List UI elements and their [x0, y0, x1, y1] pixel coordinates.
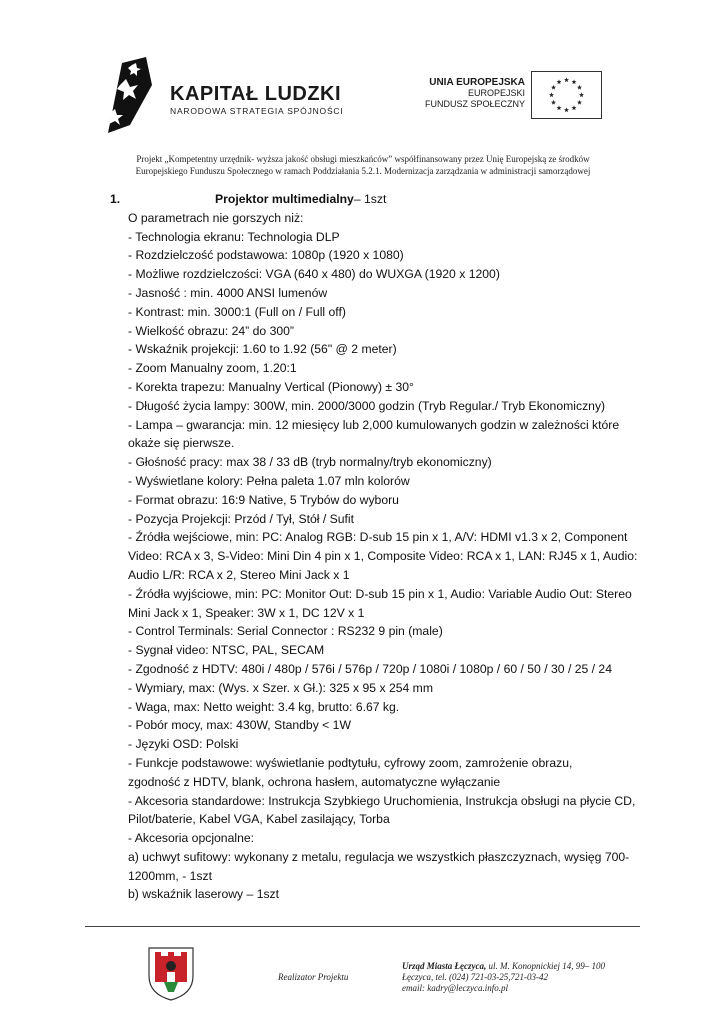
- spec-line: - Waga, max: Netto weight: 3.4 kg, brutto: 6.67 kg.: [128, 699, 400, 714]
- city-crest-icon: [146, 942, 196, 1002]
- page-header: [0, 0, 725, 150]
- office-email: email: kadry@leczyca.info.pl: [402, 983, 508, 993]
- office-phone: tel. (024) 721-03-25,721-03-42: [433, 972, 548, 982]
- ue-label: [420, 77, 525, 110]
- eu-star-icon: [577, 85, 582, 90]
- spec-line: - Sygnał video: NTSC, PAL, SECAM: [128, 643, 325, 658]
- project-note-line-1: Projekt „Kompetentny urzędnik- wyższa jakość obsługi mieszkańców” współfinansowany przez Unię Europejską ze środków: [136, 154, 590, 164]
- spec-line: - Akcesoria opcjonalne:: [128, 831, 255, 846]
- spec-line: - Kontrast: min. 3000:1 (Full on / Full off): [128, 304, 346, 319]
- eu-star-icon: [557, 79, 562, 84]
- footer-divider: [85, 926, 640, 927]
- eu-star-icon: [572, 105, 577, 110]
- project-note: [108, 153, 618, 177]
- spec-line: - Control Terminals: Serial Connector : RS232 9 pin (male): [128, 624, 443, 639]
- spec-line: - Korekta trapezu: Manualny Vertical (Pionowy) ± 30°: [128, 379, 414, 394]
- spec-line: - Możliwe rozdzielczości: VGA (640 x 480) do WUXGA (1920 x 1200): [128, 267, 500, 282]
- eu-star-icon: [579, 92, 584, 97]
- spec-line: 1200mm, - 1szt: [128, 868, 212, 883]
- section-quantity: – 1szt: [353, 192, 387, 206]
- eu-star-icon: [564, 77, 569, 82]
- kapital-ludzki-logo: [100, 55, 160, 135]
- footer-address: [402, 961, 605, 994]
- spec-line: - Akcesoria standardowe: Instrukcja Szybkiego Uruchomienia, Instrukcja obsługi na płycie CD,: [128, 793, 636, 808]
- address-line-2: [402, 972, 605, 983]
- section-heading: [110, 190, 650, 209]
- spec-line: - Zoom Manualny zoom, 1.20:1: [128, 361, 297, 376]
- office-street: ul. M. Konopnickiej 14, 99– 100: [486, 961, 605, 971]
- spec-line: - Głośność pracy: max 38 / 33 dB (tryb normalny/tryb ekonomiczny): [128, 455, 492, 470]
- specification-list: [110, 209, 650, 904]
- spec-line: - Długość życia lampy: 300W, min. 2000/3000 godzin (Tryb Regular./ Tryb Ekonomiczny): [128, 398, 606, 413]
- spec-line: - Rozdzielczość podstawowa: 1080p (1920 x 1080): [128, 248, 404, 263]
- eu-star-icon: [557, 105, 562, 110]
- office-city: Łęczyca,: [402, 972, 434, 982]
- section-number: 1.: [110, 192, 121, 206]
- eu-star-icon: [549, 92, 554, 97]
- ue-line-1: UNIA EUROPEJSKA: [429, 77, 525, 88]
- spec-line: - Wymiary, max: (Wys. x Szer. x Gł.): 325 x 95 x 254 mm: [128, 680, 433, 695]
- spec-line: - Źródła wyjściowe, min: PC: Monitor Out: D-sub 15 pin x 1, Audio: Variable Audio Out: Stereo: [128, 586, 632, 601]
- spec-line: Audio L/R: RCA x 2, Stereo Mini Jack x 1: [128, 567, 350, 582]
- ue-line-3: FUNDUSZ SPOŁECZNY: [424, 99, 525, 109]
- spec-line: - Pozycja Projekcji: Przód / Tył, Stół / Sufit: [128, 511, 354, 526]
- spec-line: - Lampa – gwarancja: min. 12 miesięcy lub 2,000 kumulowanych godzin w zależności które: [128, 417, 620, 432]
- spec-line: - Jasność : min. 4000 ANSI lumenów: [128, 285, 328, 300]
- spec-line: okaże się pierwsze.: [128, 436, 235, 451]
- spec-line: Pilot/baterie, Kabel VGA, Kabel zasilający, Torba: [128, 812, 390, 827]
- eu-star-icon: [564, 107, 569, 112]
- spec-line: a) uchwyt sufitowy: wykonany z metalu, regulacja we wszystkich płaszczyznach, wysięg 700-: [128, 849, 630, 864]
- section-title: Projektor multimedialny: [215, 192, 354, 206]
- spec-line: - Wielkość obrazu: 24” do 300”: [128, 323, 294, 338]
- spec-line: - Technologia ekranu: Technologia DLP: [128, 229, 340, 244]
- kapital-ludzki-title: KAPITAŁ LUDZKI: [170, 83, 342, 105]
- spec-line: Mini Jack x 1, Speaker: 3W x 1, DC 12V x 1: [128, 605, 365, 620]
- spec-line: b) wskaźnik laserowy – 1szt: [128, 887, 280, 902]
- eu-flag-icon: [531, 71, 602, 119]
- eu-star-icon: [551, 100, 556, 105]
- spec-line: - Format obrazu: 16:9 Native, 5 Trybów do wyboru: [128, 492, 399, 507]
- spec-line: - Funkcje podstawowe: wyświetlanie podtytułu, cyfrowy zoom, zamrożenie obrazu,: [128, 755, 573, 770]
- spec-line: - Języki OSD: Polski: [128, 737, 239, 752]
- spec-line: zgodność z HDTV, blank, ochrona hasłem, automatyczne wyłączanie: [128, 774, 501, 789]
- spec-line: - Źródła wejściowe, min: PC: Analog RGB: D-sub 15 pin x 1, A/V: HDMI v1.3 x 2, Component: [128, 530, 628, 545]
- eu-star-icon: [572, 79, 577, 84]
- spec-line: O parametrach nie gorszych niż:: [128, 210, 304, 225]
- kapital-ludzki-subtitle: NARODOWA STRATEGIA SPÓJNOŚCI: [170, 106, 344, 116]
- spec-line: Video: RCA x 3, S-Video: Mini Din 4 pin x 1, Composite Video: RCA x 1, LAN: RJ45 x 1, Audio:: [128, 549, 638, 564]
- realizator-label: Realizator Projektu: [278, 972, 349, 982]
- eu-star-icon: [577, 100, 582, 105]
- address-line-1: [402, 961, 605, 972]
- document-body: [110, 190, 650, 904]
- spec-line: - Wyświetlane kolory: Pełna paleta 1.07 mln kolorów: [128, 473, 410, 488]
- ue-line-2: EUROPEJSKI: [467, 88, 525, 98]
- spec-line: - Zgodność z HDTV: 480i / 480p / 576i / 576p / 720p / 1080i / 1080p / 60 / 50 / 30 / 25 / 24: [128, 661, 612, 676]
- project-note-line-2: Europejskiego Funduszu Społecznego w ramach Poddziałania 5.2.1. Modernizacja zarządzania w administracji samorządowej: [135, 166, 591, 176]
- spec-line: - Pobór mocy, max: 430W, Standby < 1W: [128, 718, 351, 733]
- spec-line: - Wskaźnik projekcji: 1.60 to 1.92 (56" @ 2 meter): [128, 342, 397, 357]
- office-name: Urząd Miasta Łęczyca,: [402, 961, 487, 971]
- eu-star-icon: [551, 85, 556, 90]
